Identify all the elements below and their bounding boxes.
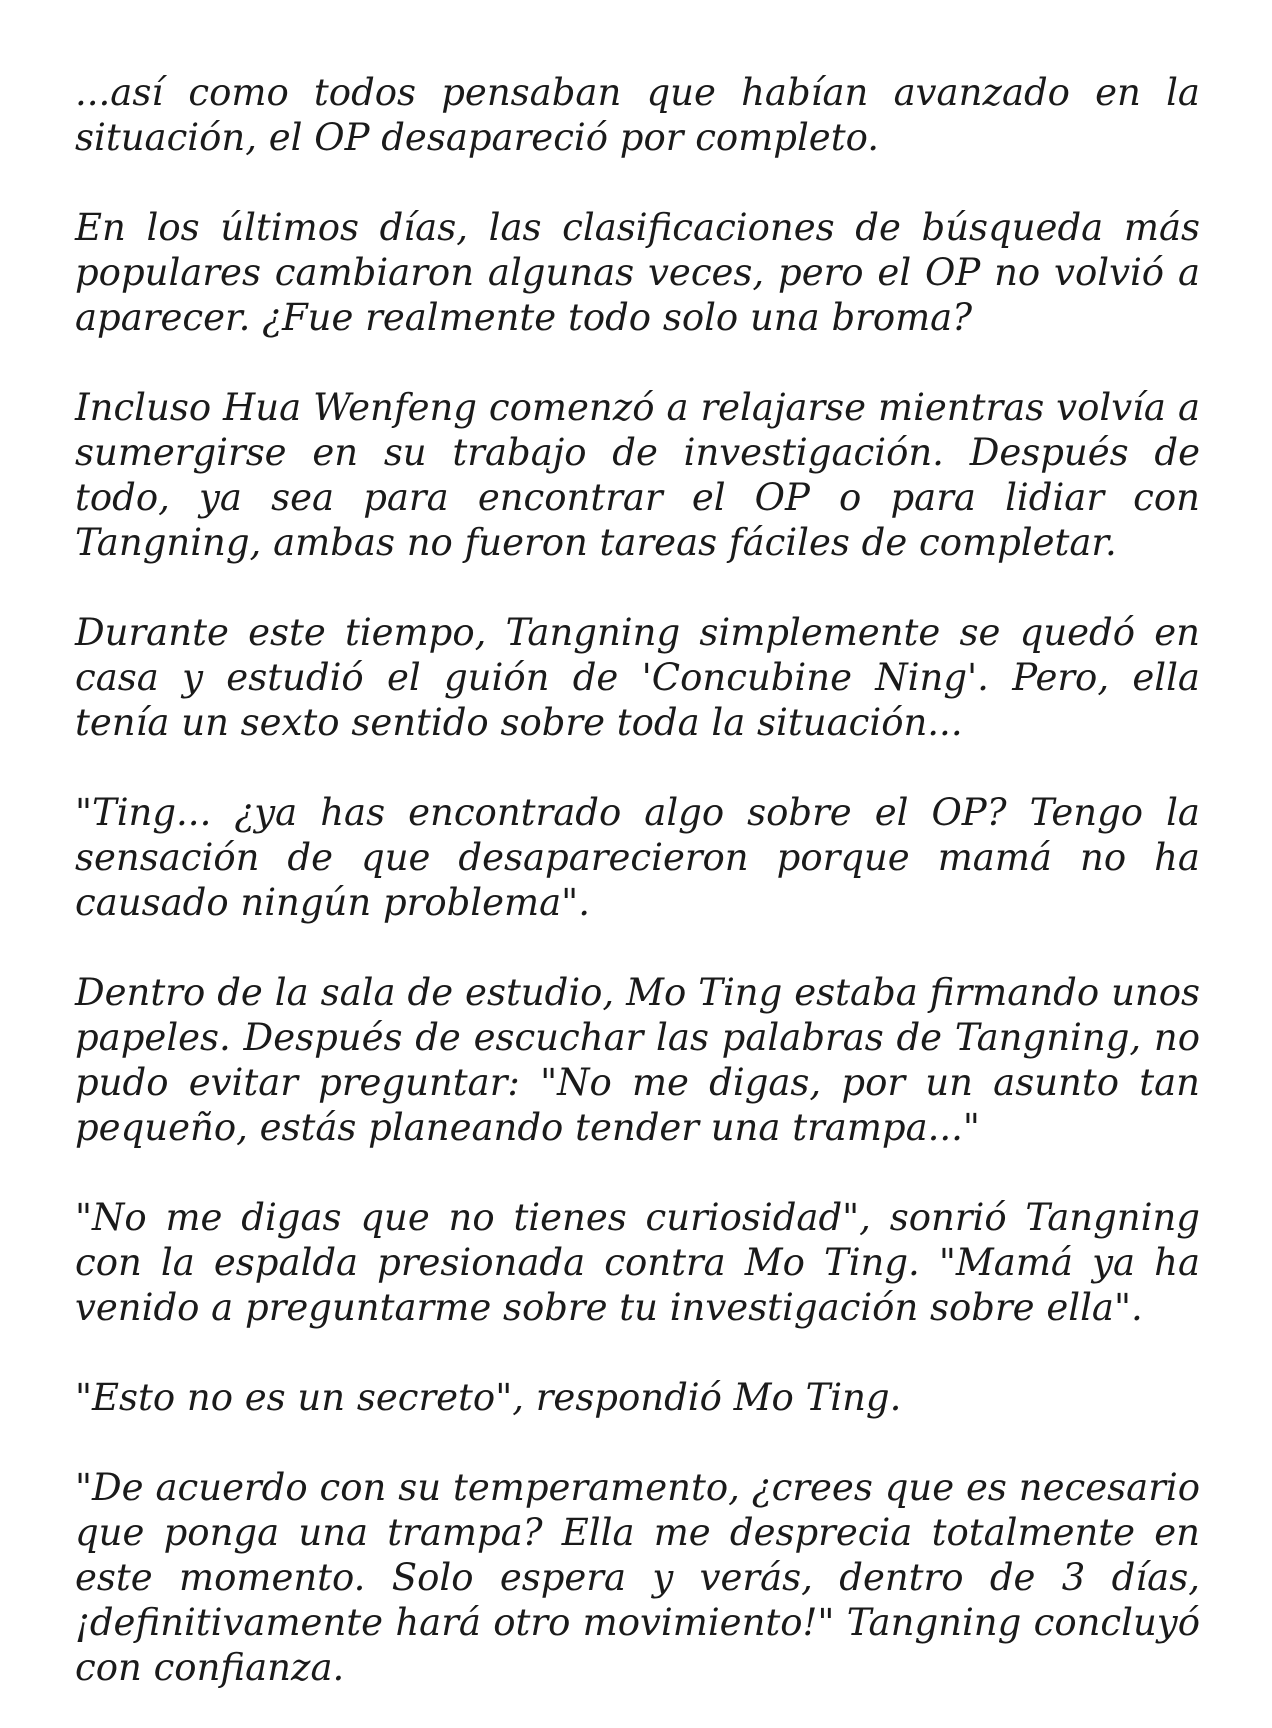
paragraph: "No me digas que no tienes curiosidad", sonrió Tangning con la espalda presionada contra Mo Ting. "Mamá ya ha venido a preguntarme sobre tu investigación sobre ella".	[75, 1196, 1200, 1329]
paragraph: "Esto no es un secreto", respondió Mo Ting.	[75, 1376, 902, 1419]
paragraph: ...así como todos pensaban que habían avanzado en la situación, el OP desapareció por completo.	[75, 71, 1200, 159]
document-body	[75, 70, 1200, 1690]
paragraph: "De acuerdo con su temperamento, ¿crees que es necesario que ponga una trampa? Ella me desprecia totalmente en este momento. Solo espera y verás, dentro de 3 días, ¡definitivamente hará otro movimiento!" Tangning concluyó con confianza.	[75, 1466, 1200, 1689]
paragraph: Durante este tiempo, Tangning simplemente se quedó en casa y estudió el guión de 'Concubine Ning'. Pero, ella tenía un sexto sentido sobre toda la situación...	[75, 611, 1200, 744]
paragraph: En los últimos días, las clasificaciones de búsqueda más populares cambiaron algunas veces, pero el OP no volvió a aparecer. ¿Fue realmente todo solo una broma?	[75, 206, 1200, 339]
paragraph: "Ting... ¿ya has encontrado algo sobre el OP? Tengo la sensación de que desaparecieron porque mamá no ha causado ningún problema".	[75, 791, 1200, 924]
paragraph: Dentro de la sala de estudio, Mo Ting estaba firmando unos papeles. Después de escuchar las palabras de Tangning, no pudo evitar preguntar: "No me digas, por un asunto tan pequeño, estás planeando tender una trampa..."	[75, 971, 1200, 1149]
paragraph: Incluso Hua Wenfeng comenzó a relajarse mientras volvía a sumergirse en su trabajo de investigación. Después de todo, ya sea para encontrar el OP o para lidiar con Tangning, ambas no fueron tareas fáciles de completar.	[75, 386, 1200, 564]
